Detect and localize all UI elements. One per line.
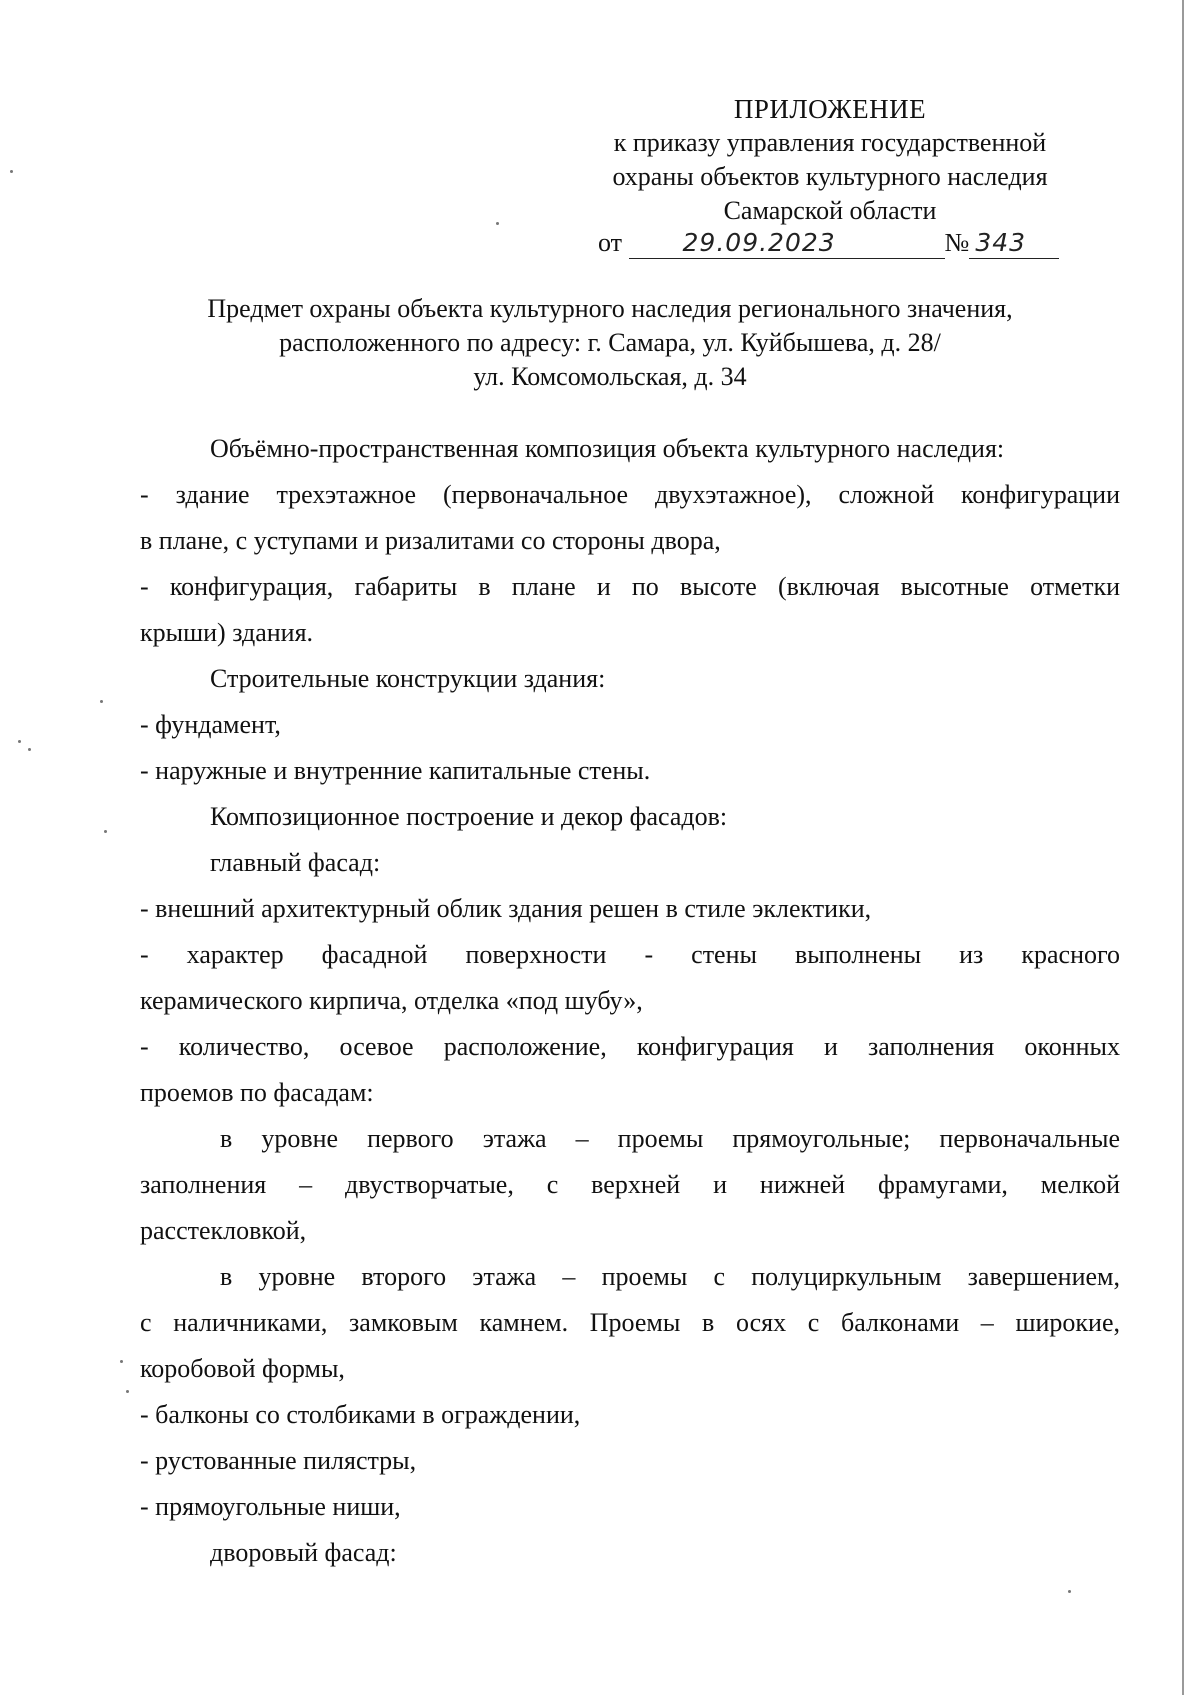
body-line: заполнения – двустворчатые, с верхней и нижней фрамугами, мелкой	[140, 1170, 1120, 1199]
scan-speck	[28, 748, 31, 751]
section-heading: Объёмно-пространственная композиция объекта культурного наследия:	[210, 434, 1005, 463]
body-line: коробовой формы,	[140, 1354, 345, 1383]
scan-speck	[18, 740, 21, 743]
body-line: проемов по фасадам:	[140, 1078, 374, 1107]
body-line: - конфигурация, габариты в плане и по высоте (включая высотные отметки	[140, 572, 1120, 601]
body-line: крыши) здания.	[140, 618, 314, 647]
appendix-title: ПРИЛОЖЕНИЕ	[733, 94, 927, 124]
subsection-heading: дворовый фасад:	[210, 1538, 397, 1567]
body-line: - балконы со столбиками в ограждении,	[140, 1400, 581, 1429]
section-heading: Строительные конструкции здания:	[210, 664, 606, 693]
scan-speck	[120, 1360, 123, 1363]
section-heading: Композиционное построение и декор фасадов:	[210, 802, 728, 831]
scan-edge-line	[1182, 0, 1184, 1695]
scan-speck	[100, 700, 103, 703]
body-line: - здание трехэтажное (первоначальное двухэтажное), сложной конфигурации	[140, 480, 1120, 509]
document-title	[140, 292, 1080, 394]
title-line: расположенного по адресу: г. Самара, ул. Куйбышева, д. 28/	[279, 328, 941, 357]
scan-speck	[10, 170, 13, 173]
appendix-line: охраны объектов культурного наследия	[612, 162, 1048, 191]
title-line: ул. Комсомольская, д. 34	[473, 362, 747, 391]
appendix-line: к приказу управления государственной	[613, 128, 1047, 157]
body-line: с наличниками, замковым камнем. Проемы в осях с балконами – широкие,	[140, 1308, 1120, 1337]
handwritten-date: 29.09.2023	[682, 228, 836, 257]
body-line: керамического кирпича, отделка «под шубу»,	[140, 986, 643, 1015]
body-line: расстекловкой,	[140, 1216, 307, 1245]
appendix-header	[560, 92, 1100, 228]
body-line: - фундамент,	[140, 710, 281, 739]
body-line: - характер фасадной поверхности - стены выполнены из красного	[140, 940, 1120, 969]
subsection-heading: главный фасад:	[210, 848, 381, 877]
handwritten-number: 343	[975, 228, 1027, 257]
document-body	[140, 426, 1120, 1576]
body-line: - количество, осевое расположение, конфигурация и заполнения оконных	[140, 1032, 1120, 1061]
body-line: в уровне второго этажа – проемы с полуциркульным завершением,	[220, 1262, 1120, 1291]
scan-speck	[104, 830, 107, 833]
scan-speck	[126, 1390, 129, 1393]
body-line: - внешний архитектурный облик здания решен в стиле эклектики,	[140, 894, 872, 923]
order-date-number-line	[598, 228, 1078, 259]
from-label: от	[598, 228, 623, 257]
scan-speck	[496, 222, 499, 225]
body-line: - рустованные пилястры,	[140, 1446, 417, 1475]
body-line: в плане, с уступами и ризалитами со стороны двора,	[140, 526, 721, 555]
title-line: Предмет охраны объекта культурного наследия регионального значения,	[207, 294, 1013, 323]
scan-speck	[1068, 1590, 1071, 1593]
body-line: - прямоугольные ниши,	[140, 1492, 401, 1521]
number-label: №	[944, 228, 970, 257]
body-line: - наружные и внутренние капитальные стены.	[140, 756, 651, 785]
body-line: в уровне первого этажа – проемы прямоугольные; первоначальные	[220, 1124, 1120, 1153]
appendix-line: Самарской области	[723, 196, 937, 225]
